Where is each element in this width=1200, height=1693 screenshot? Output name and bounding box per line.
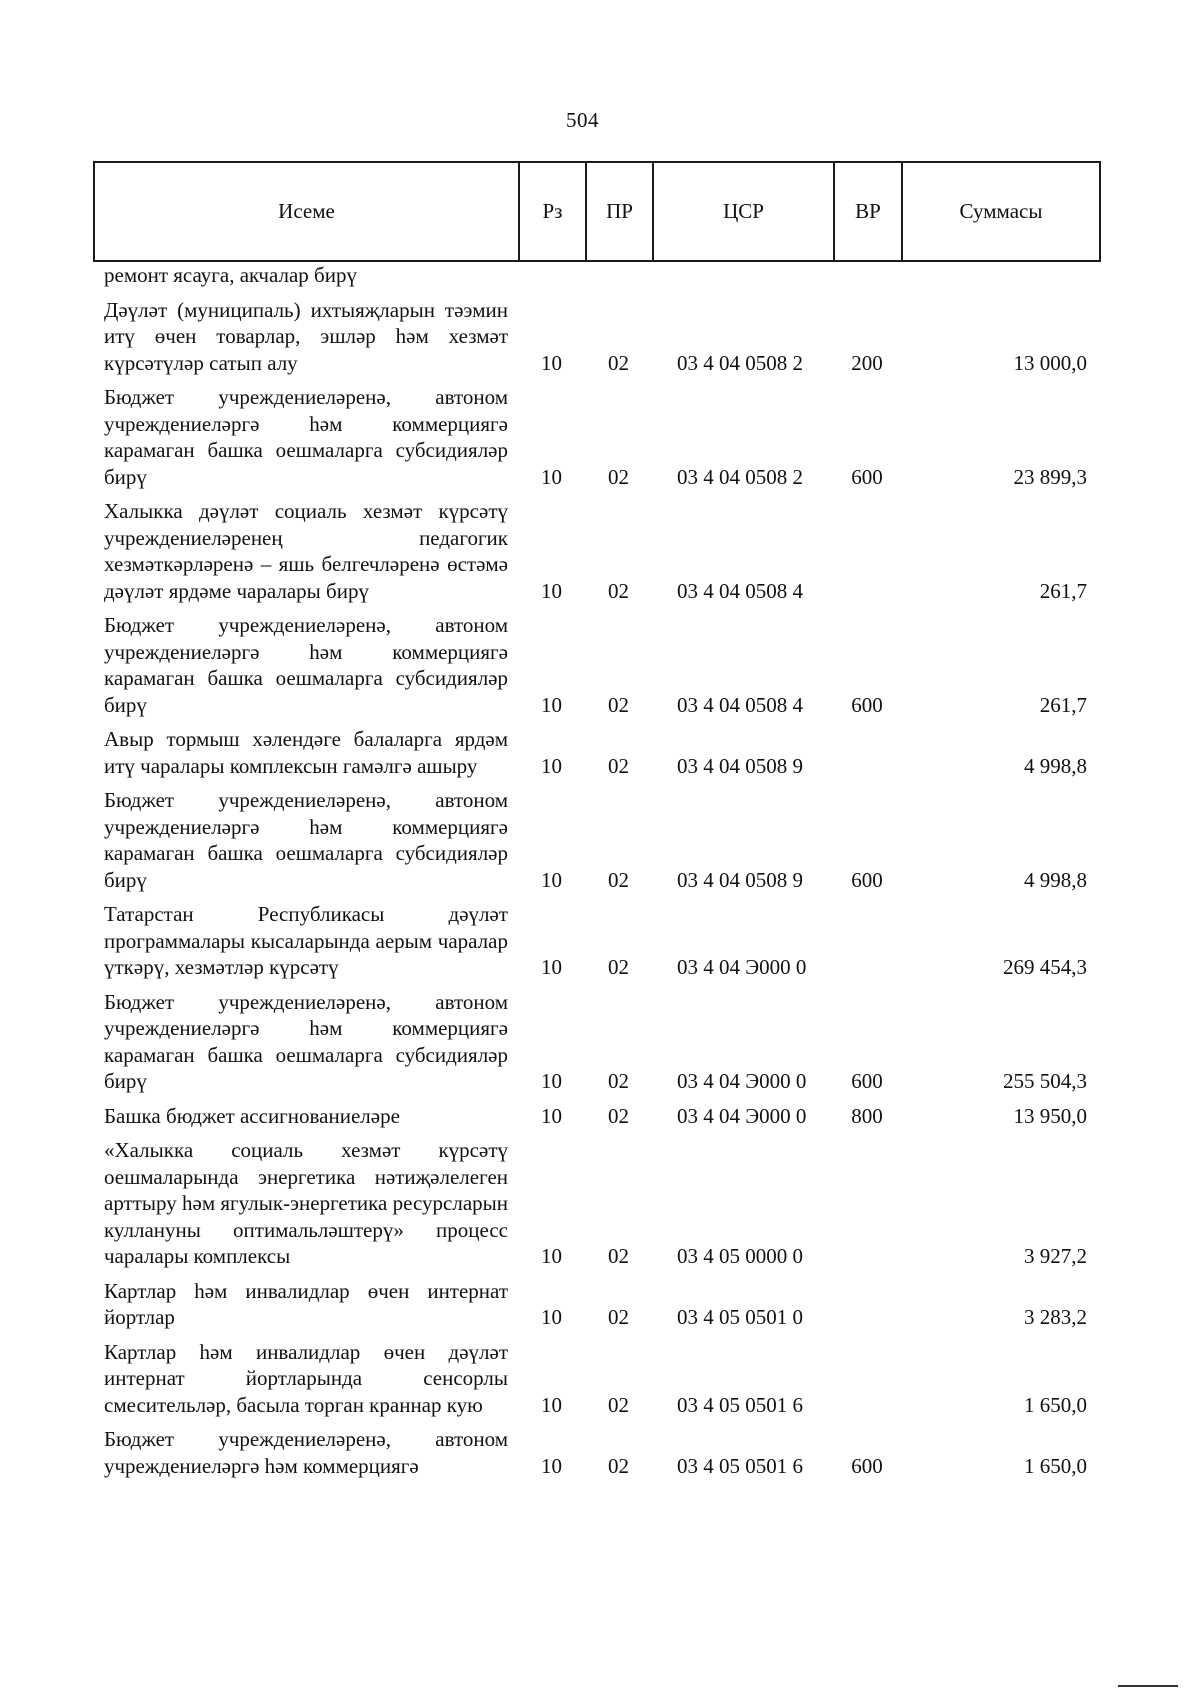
cell-name: Дәүләт (муниципаль) ихтыяҗларын тәэмин итү өчен товарлар, эшләр һәм хезмәт күрсәтүләр сатып алу: [104, 297, 508, 375]
cell-vr: 200: [851, 350, 883, 375]
cell-pr: 02: [608, 867, 629, 892]
cell-pr: 02: [608, 753, 629, 778]
cell-name: Башка бюджет ассигнованиеләре: [104, 1103, 400, 1128]
cell-vr: 600: [851, 692, 883, 717]
cell-csr: 03 4 04 0508 2: [677, 464, 803, 489]
cell-vr: [833, 1274, 901, 1335]
cell-name: Татарстан Республикасы дәүләт программалары кысаларында аерым чаралар үткәрү, хезмәтләр күрсәтү: [104, 902, 508, 979]
table-row: [93, 1274, 1099, 1335]
cell-csr: 03 4 04 0508 9: [677, 753, 803, 778]
table-row: [93, 1133, 1099, 1274]
cell-csr: 03 4 05 0000 0: [677, 1244, 803, 1268]
cell-name: ремонт ясауга, акчалар бирү: [104, 263, 357, 287]
cell-name: Картлар һәм инвалидлар өчен дәүләт интернат йортларында сенсорлы смесительләр, басыла торган краннар кую: [104, 1339, 508, 1417]
table-row: [93, 293, 1099, 381]
cell-pr: 02: [608, 692, 629, 717]
cell-rz: 10: [541, 1305, 562, 1329]
cell-sum: 1 650,0: [1024, 1392, 1087, 1417]
cell-vr: [833, 897, 901, 985]
cell-rz: 10: [541, 578, 562, 603]
cell-rz: 10: [541, 692, 562, 717]
cell-csr: 03 4 04 0508 9: [677, 867, 803, 892]
cell-pr: 02: [608, 1069, 629, 1093]
cell-rz: 10: [541, 1103, 562, 1128]
table-row: [93, 262, 1099, 293]
budget-table: [93, 262, 1099, 1483]
cell-pr: 02: [608, 955, 629, 979]
cell-pr: 02: [608, 464, 629, 489]
table-header: [93, 161, 1101, 262]
table-row: [93, 783, 1099, 897]
cell-rz: 10: [541, 1069, 562, 1093]
cell-sum: 13 950,0: [1013, 1103, 1087, 1128]
cell-sum: 1 650,0: [1024, 1453, 1087, 1478]
page-number: 504: [566, 108, 599, 132]
cell-vr: 600: [851, 867, 883, 892]
cell-csr: 03 4 05 0501 0: [677, 1305, 803, 1329]
cell-name: Халыкка дәүләт социаль хезмәт күрсәтү учреждениеләренең педагогик хезмәткәрләренә – яшь белгечләренә өстәмә дәүләт ярдәме чаралары бирү: [104, 499, 508, 603]
cell-csr: 03 4 04 Э000 0: [677, 955, 807, 979]
cell-vr: 600: [851, 1069, 883, 1093]
table-row: [93, 1335, 1099, 1423]
cell-vr: 600: [851, 464, 883, 489]
cell-sum: 261,7: [1039, 578, 1087, 603]
table-row: [93, 608, 1099, 722]
cell-rz: 10: [541, 464, 562, 489]
cell-name: Картлар һәм инвалидлар өчен интернат йортлар: [104, 1278, 508, 1329]
cell-pr: 02: [608, 1305, 629, 1329]
header-rz: Рз: [519, 162, 586, 261]
cell-csr: 03 4 05 0501 6: [677, 1392, 803, 1417]
cell-sum: 3 283,2: [1024, 1305, 1087, 1329]
table-row: [93, 494, 1099, 608]
cell-sum: 4 998,8: [1024, 867, 1087, 892]
cell-name: Авыр тормыш хәлендәге балаларга ярдәм итү чаралары комплексын гамәлгә ашыру: [104, 727, 508, 778]
cell-rz: 10: [541, 753, 562, 778]
cell-rz: [518, 262, 585, 293]
cell-sum: [901, 262, 1099, 293]
cell-csr: 03 4 04 0508 4: [677, 692, 803, 717]
cell-name: Бюджет учреждениеләренә, автоном учреждениеләргә һәм коммерциягә карамаган башка оешмаларга субсидияләр бирү: [104, 385, 508, 489]
cell-csr: 03 4 04 0508 2: [677, 350, 803, 375]
cell-csr: 03 4 04 Э000 0: [677, 1069, 807, 1093]
table-row: [93, 1099, 1099, 1134]
cell-pr: 02: [608, 1244, 629, 1268]
cell-name: Бюджет учреждениеләренә, автоном учреждениеләргә һәм коммерциягә карамаган башка оешмаларга субсидияләр бирү: [104, 613, 508, 717]
cell-vr: [833, 722, 901, 783]
table-row: [93, 1422, 1099, 1483]
cell-csr: 03 4 04 0508 4: [677, 578, 803, 603]
cell-rz: 10: [541, 350, 562, 375]
cell-pr: [585, 262, 652, 293]
scan-edge-mark: [1118, 1685, 1178, 1693]
cell-csr: 03 4 05 0501 6: [677, 1453, 803, 1478]
cell-name: Бюджет учреждениеләренә, автоном учреждениеләргә һәм коммерциягә карамаган башка оешмаларга субсидияләр бирү: [104, 788, 508, 892]
header-vr: ВР: [834, 162, 902, 261]
cell-sum: 13 000,0: [1013, 350, 1087, 375]
cell-sum: 3 927,2: [1024, 1244, 1087, 1268]
cell-pr: 02: [608, 1103, 629, 1128]
cell-rz: 10: [541, 1392, 562, 1417]
cell-rz: 10: [541, 1244, 562, 1268]
cell-pr: 02: [608, 1453, 629, 1478]
cell-vr: [833, 1335, 901, 1423]
cell-sum: 261,7: [1039, 692, 1087, 717]
cell-name: «Халыкка социаль хезмәт күрсәтү оешмаларында энергетика нәтиҗәлелеген арттыру һәм ягулык-энергетика ресурсларын куллануны оптимальләштерү» процесс чаралары комплексы: [104, 1138, 508, 1268]
cell-sum: 269 454,3: [1003, 955, 1087, 979]
cell-csr: 03 4 04 Э000 0: [677, 1103, 807, 1128]
cell-sum: 23 899,3: [1013, 464, 1087, 489]
cell-rz: 10: [541, 867, 562, 892]
cell-pr: 02: [608, 1392, 629, 1417]
header-sum: Суммасы: [902, 162, 1100, 261]
cell-vr: 600: [851, 1453, 883, 1478]
cell-csr: [652, 262, 833, 293]
cell-sum: 255 504,3: [1003, 1069, 1087, 1093]
header-csr: ЦСР: [653, 162, 834, 261]
table-row: [93, 985, 1099, 1099]
table-row: [93, 380, 1099, 494]
header-name: Исеме: [94, 162, 519, 261]
cell-vr: [833, 494, 901, 608]
cell-vr: [833, 262, 901, 293]
cell-pr: 02: [608, 578, 629, 603]
cell-rz: 10: [541, 1453, 562, 1478]
cell-name: Бюджет учреждениеләренә, автоном учреждениеләргә һәм коммерциягә: [104, 1427, 508, 1478]
cell-vr: 800: [851, 1103, 883, 1128]
cell-pr: 02: [608, 350, 629, 375]
table-row: [93, 722, 1099, 783]
header-pr: ПР: [586, 162, 653, 261]
cell-rz: 10: [541, 955, 562, 979]
cell-vr: [833, 1133, 901, 1274]
cell-sum: 4 998,8: [1024, 753, 1087, 778]
cell-name: Бюджет учреждениеләренә, автоном учреждениеләргә һәм коммерциягә карамаган башка оешмаларга субсидияләр бирү: [104, 989, 508, 1093]
table-row: [93, 897, 1099, 985]
